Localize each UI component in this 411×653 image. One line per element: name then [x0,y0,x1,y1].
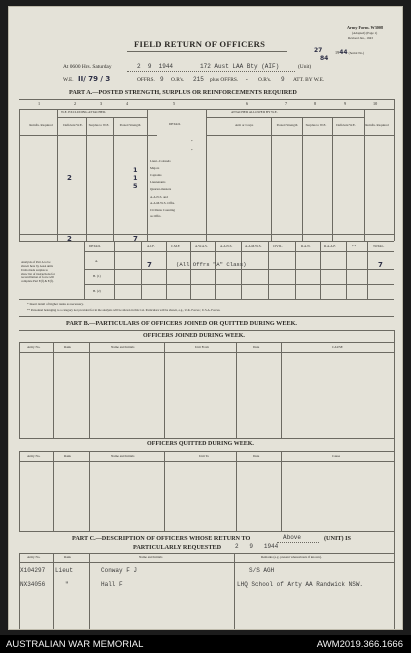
attached-allowed-label: ATTACHED ALLOWED BY W.E. [231,110,278,114]
rank-captains: Captains [150,173,162,177]
quitted-title: OFFICERS QUITTED DURING WEEK. [147,441,254,447]
col-head-surplus-att: Surplus to W.E. [305,123,327,127]
part-c-row-2-rank: " [65,581,69,588]
ors2-value: 9 [281,76,285,83]
part-b-title: PART B.—PARTICULARS OF OFFICERS JOINED OR QUITTED DURING WEEK. [66,320,297,327]
aif-value: 7 [147,261,152,269]
analysis-head-civil: CIVIL. [273,244,283,248]
col-number-9: 9 [344,101,347,106]
form-code-line3: Revised Jan., 1943 [348,36,373,40]
analysis-row-a: A. [95,259,99,263]
part-c-row-1-army-no: X104297 [20,567,46,574]
posted-captains: 1 [133,174,138,182]
posted-lieut-colonels: 1 [133,166,138,174]
part-c-row-2-army-no: NX34056 [20,581,46,588]
analysis-head-cmf: C.M.F. [171,244,181,248]
att-label: ATT. BY W.E. [293,77,325,83]
col-number-7: 7 [285,101,288,106]
analysis-note: Analysis of Part A to be shown here by AAA units Units made surplus to show list of instructions for reconciliation of force will complete Part E(f) & E(f). [21,260,56,284]
quitted-col-unit-to: Unit To [199,454,210,458]
asterisk-mark: * [191,148,193,152]
part-c-row-2-remarks: LHQ School of Arty AA Randwick NSW. [237,581,364,588]
col-number-6: 6 [246,101,249,106]
col-head-reinfts: Reinfts. Required [29,123,53,127]
analysis-head-ran: R.A.N. [301,244,311,248]
part-c-title-a: PART C.—DESCRIPTION OF OFFICERS WHOSE RETURN TO [72,535,251,542]
col-number-10: 10 [373,101,378,106]
rank-majors: Majors [150,166,160,170]
col-head-posted: Posted Strength [119,123,141,127]
analysis-head-awas: A.W.A.S. [195,244,208,248]
analysis-head-aif: A.I.F. [147,244,155,248]
part-c-col-rank: Rank [64,555,71,559]
total-deficient: 2 [67,235,72,243]
part-c-col-remarks: Remarks (e.g. present whereabouts if known). [261,555,322,559]
col-head-surplus: Surplus to W.E. [88,123,110,127]
form-code-serial: 1944 (Serial No.) [335,49,365,56]
we-value: II/ 79 / 3 [78,75,111,83]
part-c-col-army-no: Army No. [27,555,41,559]
analysis-head-detail: DETAIL [89,244,101,248]
footnote-2: ** Personnel belonging to a category not provided for in the analysis will be shown in this Col. Particulars will be shown, e.g., U.K. Forces ; U.S.A. Forces. [27,308,221,312]
analysis-head-raaf: R.A.A.F. [324,244,336,248]
analysis-head-other: * * [352,244,357,248]
plus-offrs-label: plus OFFRS. [210,77,239,83]
analysis-row-b1: B. (1) [93,274,101,278]
quitted-col-cause: Cause [332,454,341,458]
page-title: FIELD RETURN OF OFFICERS [134,39,266,49]
quitted-col-name: Name and Initials [111,454,135,458]
date-typed: 2 9 1944 [137,63,174,70]
part-c-row-1-rank: Lieut [55,567,74,574]
analysis-head-total: TOTAL. [373,244,385,248]
joined-title: OFFICERS JOINED DURING WEEK. [143,333,245,339]
part-c-title-c: PARTICULARLY REQUESTED [133,544,222,551]
quitted-col-army-no: Army No. [27,454,41,458]
rank-aamws: A.A.M.W.S. Offrs. [150,201,176,205]
joined-col-rank: Rank [64,345,71,349]
offrs-value: 9 [160,76,164,83]
total-value: 7 [378,261,383,269]
part-c-row-2-name: Hall F [101,581,123,588]
quitted-col-rank: Rank [64,454,71,458]
part-a-title: PART A.—POSTED STRENGTH, SURPLUS OR REINFORCEMENTS REQUIRED [69,89,297,96]
analysis-row-b2: B. (2) [93,289,101,293]
ors-value: 215 [193,76,204,83]
posted-lieutenants: 5 [133,182,138,190]
offrs-label: OFFRS. [137,77,155,83]
analysis-head-aamws: A.A.M.W.S. [245,244,262,248]
part-c-col-name: Name and Initials [139,555,163,559]
part-c-row-1-remarks: S/S AGH [249,567,275,574]
we-label: W.E. [63,77,74,83]
form-code-line1: Army Form. W3008 [347,25,384,30]
col-head-arm: Arm or Corps [235,123,254,127]
joined-col-army-no: Army No. [27,345,41,349]
col-number-3: 3 [100,101,103,106]
joined-col-cause: CAUSE [332,345,343,349]
col-number-1: 1 [38,101,41,106]
col-number-2: 2 [74,101,77,106]
form-code-line2: (Adapted) (Page 1) [352,31,378,35]
col-head-detail: DETAIL [169,122,181,126]
rank-lieut-colonels: Lieut.-Colonels [150,159,171,163]
footer-institution: AUSTRALIAN WAR MEMORIAL [6,639,144,650]
joined-col-name: Name and Initials [111,345,135,349]
form-code-day: 27 [314,47,323,54]
serial-number: 84 [320,55,329,62]
col-head-posted-att: Posted Strength [276,123,298,127]
col-number-8: 8 [314,101,317,106]
we-excluding-label: W.E. EXCLUDING ATTACHED. [61,110,107,114]
rank-lieutenants: Lieutenants [150,180,166,184]
col-number-5: 5 [173,101,176,106]
rank-quartermasters: Quarter-masters [150,187,172,191]
form-page [8,6,403,630]
col-head-reinfts-att: Reinfts. Required [365,123,389,127]
at-label: At 0600 Hrs. Saturday [63,64,112,70]
quitted-col-date: Date [253,454,260,458]
unit-label: (Unit) [298,64,312,70]
part-c-row-1-name: Conway F J [101,567,138,574]
plus-offrs-value: - [245,76,249,83]
col-number-4: 4 [126,101,129,106]
ors-label: O.R's. [171,77,185,83]
deficient-value: 2 [67,174,72,182]
joined-col-unit-from: Unit From [195,345,209,349]
ors2-label: O.R's. [258,77,272,83]
total-posted: 7 [133,235,138,243]
rank-civilians: Civilians Counting [150,208,176,212]
footer-accession-number: AWM2019.366.1666 [316,639,403,650]
col-head-deficient-att: Deficient W.E. [336,123,356,127]
rank-as-offrs: as Offrs. [150,214,162,218]
analysis-head-aans: A.A.N.S. [220,244,233,248]
part-c-req-date: 2 9 1944 [235,543,279,550]
joined-col-date: Date [253,345,260,349]
footer-bar [0,635,411,653]
part-c-above: Above [283,534,302,541]
class-note: (All Offrs "A" Class) [176,261,247,268]
unit-name: 172 Aust LAA Bty (AIF) [200,63,280,70]
part-c-title-b: (UNIT) IS [324,535,351,542]
asterisk-mark: * [191,139,193,143]
footnote-1: * Insert detail of higher ranks as necessary. [27,302,84,306]
col-head-deficient: Deficient W.E. [63,123,83,127]
rank-aans: A.A.N.S. and [150,195,168,199]
